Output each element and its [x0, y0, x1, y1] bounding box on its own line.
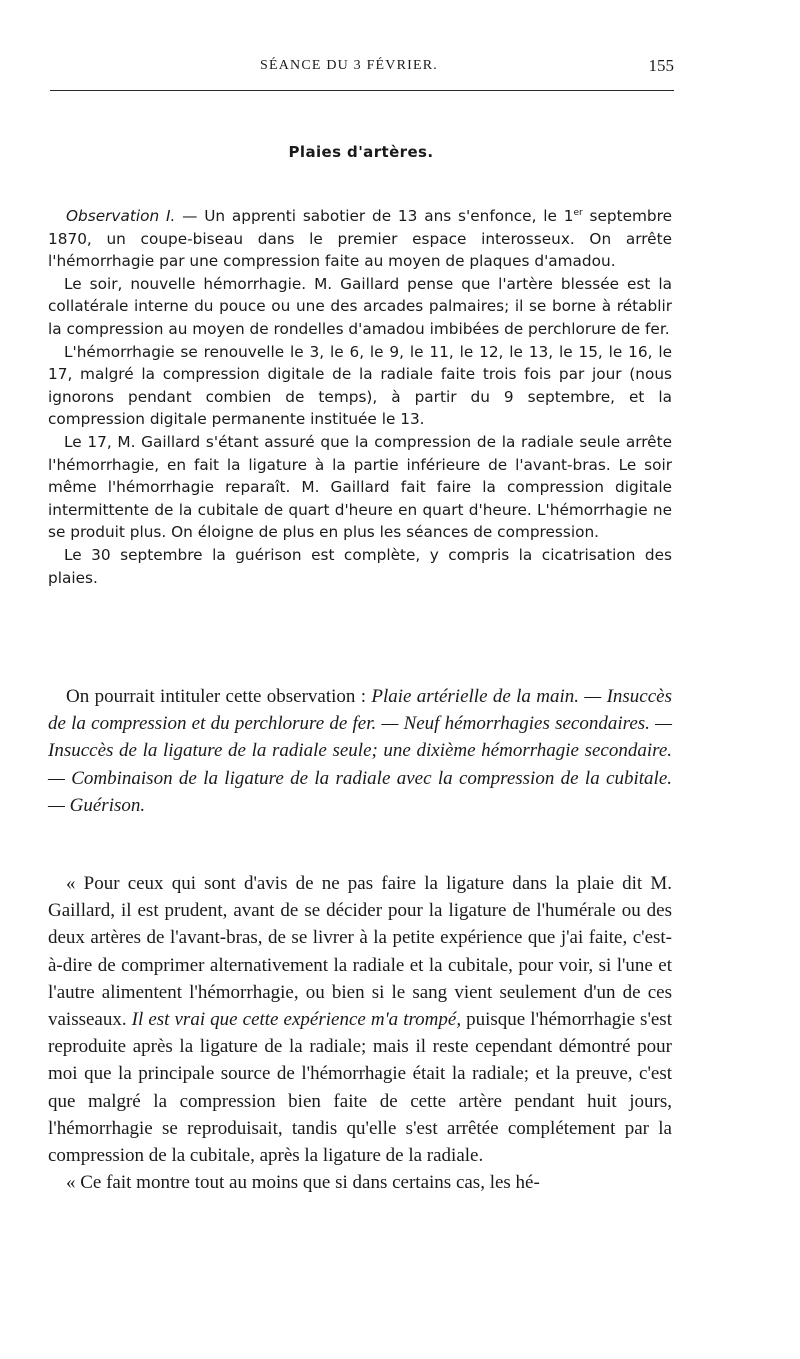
observation-block	[48, 205, 672, 589]
page-header	[48, 56, 674, 92]
header-rule	[50, 90, 674, 91]
observation-paragraph-1: Observation I. — Un apprenti sabotier de 13 ans s'enfonce, le 1er septembre 1870, un coupe-biseau dans le premier espace interosseux. On arrête l'hémorrhagie par une compression faite au moyen de plaques d'amadou.	[48, 207, 672, 271]
quote-paragraph-2: « Ce fait montre tout au moins que si dans certains cas, les hé-	[66, 1172, 540, 1194]
observation-label: Observation I.	[66, 207, 176, 225]
observation-paragraph-2: Le soir, nouvelle hémorrhagie. M. Gaillard pense que l'artère blessée est la collatérale interne du pouce ou une des arcades palmaires; il se borne à rétablir la compression au moyen de rondelles d'amadou imbibées de perchlorure de fer.	[48, 274, 672, 338]
summary-block	[48, 683, 672, 819]
section-title: Plaies d'artères.	[288, 143, 434, 161]
quote-paragraph-1: « Pour ceux qui sont d'avis de ne pas faire la ligature dans la plaie dit M. Gaillard, il est prudent, avant de se décider pour la ligature de l'humérale ou des deux artères de l'avant-bras, de se livrer à la petite expérience que j'ai faite, c'est-à-dire de comprimer alternativement la radiale et la cubitale, pour voir, si l'une et l'autre alimentent l'hémorrhagie, ou bien si le sang vient seulement d'un de ces vaisseaux. Il est vrai que cette expérience m'a trompé, puisque l'hémorrhagie s'est reproduite après la ligature de la radiale; mais il reste cependant démontré pour moi que la principale source de l'hémorrhagie était la radiale; et la preuve, c'est que malgré la compression bien faite de cette artère pendant huit jours, l'hémorrhagie se reproduisait, tandis qu'elle s'est arrêtée complétement par la compression de la cubitale, après la ligature de la radiale.	[48, 873, 672, 1167]
quote-block	[48, 870, 672, 1196]
summary-paragraph: On pourrait intituler cette observation : Plaie artérielle de la main. — Insuccès de la compression et du perchlorure de fer. — Neuf hémorrhagies secondaires. — Insuccès de la ligature de la radiale seule; une dixième hémorrhagie secondaire. — Combinaison de la ligature de la radiale avec la compression de la cubitale. — Guérison.	[48, 686, 672, 816]
page-number: 155	[648, 56, 674, 75]
summary-title: Plaie artérielle de la main. — Insuccès de la compression et du perchlorure de fer. — Neuf hémorrhagies secondaires. — Insuccès de la ligature de la radiale seule; une dixième hémorrhagie secondaire. — Combinaison de la ligature de la radiale avec la compression de la cubitale. — Guérison.	[48, 686, 672, 816]
observation-paragraph-5: Le 30 septembre la guérison est complète, y compris la cicatrisation des plaies.	[48, 545, 672, 587]
running-head: SÉANCE DU 3 FÉVRIER.	[260, 58, 439, 73]
observation-paragraph-3: L'hémorrhagie se renouvelle le 3, le 6, le 9, le 11, le 12, le 13, le 15, le 16, le 17, malgré la compression digitale de la radiale faite trois fois par jour (nous ignorons pendant combien de temps), à partir du 9 septembre, et la compression digitale permanente instituée le 13.	[48, 342, 672, 429]
observation-paragraph-4: Le 17, M. Gaillard s'étant assuré que la compression de la radiale seule arrête l'hémorrhagie, en fait la ligature à la partie inférieure de l'avant-bras. Le soir même l'hémorrhagie reparaît. M. Gaillard fait faire la compression digitale intermittente de la cubitale de quart d'heure en quart d'heure. L'hémorrhagie ne se produit plus. On éloigne de plus en plus les séances de compression.	[48, 432, 672, 542]
quote-emphasis: Il est vrai que cette expérience m'a trompé,	[131, 1009, 462, 1031]
